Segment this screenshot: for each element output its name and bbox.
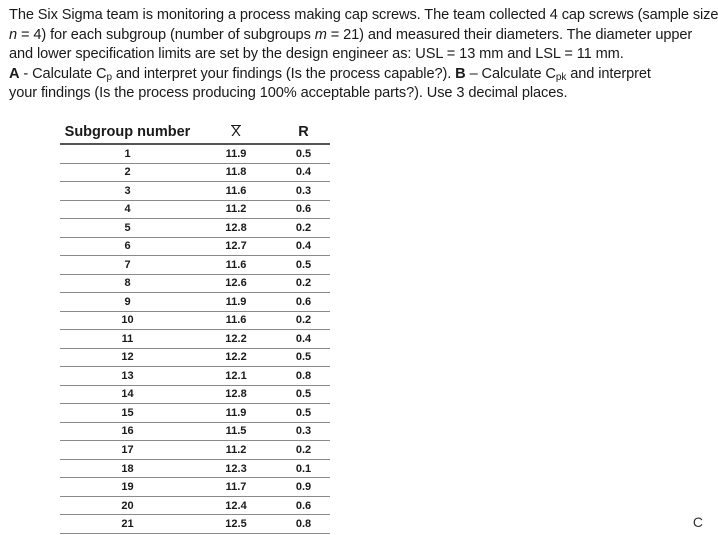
xbar-cell: 11.9: [195, 144, 277, 163]
xbar-cell: 12.8: [195, 219, 277, 238]
table-row: [60, 163, 330, 182]
table-row: [60, 385, 330, 404]
sample-size-value: = 4): [17, 26, 47, 43]
xbar-cell: 11.7: [195, 478, 277, 497]
xbar-cell: 11.9: [195, 293, 277, 312]
table-row: [60, 515, 330, 534]
part-b-text-cont: and interpret: [566, 65, 651, 82]
subgroup-cell: 8: [60, 274, 195, 293]
range-cell: 0.1: [277, 459, 330, 478]
header-range: R: [277, 121, 330, 144]
edge-fragment: C: [692, 514, 703, 530]
table-row: [60, 274, 330, 293]
subgroup-cell: 12: [60, 348, 195, 367]
xbar-cell: 11.9: [195, 404, 277, 423]
subgroup-cell: 13: [60, 367, 195, 386]
subgroup-cell: 3: [60, 182, 195, 201]
part-b-text: – Calculate C: [465, 65, 556, 82]
problem-line-2: [9, 26, 699, 46]
table-row: [60, 144, 330, 163]
subgroup-cell: 11: [60, 330, 195, 349]
xbar-cell: 11.8: [195, 163, 277, 182]
subgroup-cell: 10: [60, 311, 195, 330]
xbar-cell: 12.2: [195, 348, 277, 367]
subgroup-cell: 4: [60, 200, 195, 219]
subgroup-cell: 15: [60, 404, 195, 423]
problem-statement: [9, 6, 718, 104]
table-row: [60, 256, 330, 275]
range-cell: 0.2: [277, 311, 330, 330]
table-row: [60, 182, 330, 201]
part-a-label: A: [9, 65, 20, 82]
range-cell: 0.8: [277, 515, 330, 534]
table-row: [60, 348, 330, 367]
subgroup-cell: 9: [60, 293, 195, 312]
range-cell: 0.5: [277, 404, 330, 423]
xbar-cell: 12.5: [195, 515, 277, 534]
part-a-text: - Calculate C: [19, 65, 107, 82]
range-cell: 0.5: [277, 385, 330, 404]
table-header-row: [60, 121, 330, 144]
subgroup-cell: 17: [60, 441, 195, 460]
problem-line-1: The Six Sigma team is monitoring a process making cap screws. The team collected 4 cap screws (sample size: [9, 7, 718, 23]
range-cell: 0.8: [277, 367, 330, 386]
sample-size-symbol: n: [9, 26, 18, 43]
xbar-cell: 11.6: [195, 311, 277, 330]
xbar-cell: 12.4: [195, 496, 277, 515]
table-row: [60, 404, 330, 423]
xbar-cell: 11.2: [195, 441, 277, 460]
range-cell: 0.9: [277, 478, 330, 497]
xbar-cell: 12.1: [195, 367, 277, 386]
subgroups-symbol: m: [314, 26, 327, 43]
subgroup-cell: 21: [60, 515, 195, 534]
range-cell: 0.2: [277, 441, 330, 460]
header-xbar: [195, 121, 277, 144]
range-cell: 0.2: [277, 274, 330, 293]
range-cell: 0.6: [277, 496, 330, 515]
subgroup-cell: 16: [60, 422, 195, 441]
xbar-cell: 12.8: [195, 385, 277, 404]
xbar-cell: 11.6: [195, 182, 277, 201]
table-row: [60, 478, 330, 497]
part-a-text-cont: and interpret your findings (Is the process capable?).: [111, 65, 456, 82]
table-row: [60, 459, 330, 478]
xbar-cell: 11.5: [195, 422, 277, 441]
table-row: [60, 330, 330, 349]
xbar-cell: 12.2: [195, 330, 277, 349]
table-row: [60, 219, 330, 238]
subgroup-cell: 6: [60, 237, 195, 256]
table-row: [60, 200, 330, 219]
range-cell: 0.4: [277, 163, 330, 182]
problem-line-5: your findings (Is the process producing 100% acceptable parts?). Use 3 decimal places.: [9, 85, 568, 101]
xbar-symbol: X: [231, 124, 241, 140]
table-row: [60, 441, 330, 460]
header-subgroup-number: Subgroup number: [60, 121, 195, 144]
table-row: [60, 311, 330, 330]
subgroup-cell: 14: [60, 385, 195, 404]
cpk-subscript: pk: [555, 71, 567, 83]
xbar-cell: 12.6: [195, 274, 277, 293]
subgroups-value: = 21): [326, 26, 364, 43]
problem-line-2-middle: for each subgroup (number of subgroups: [46, 26, 315, 43]
range-cell: 0.5: [277, 348, 330, 367]
subgroup-cell: 20: [60, 496, 195, 515]
xbar-cell: 12.7: [195, 237, 277, 256]
table-row: [60, 422, 330, 441]
problem-line-4: [9, 65, 699, 85]
xbar-cell: 11.6: [195, 256, 277, 275]
problem-line-3: and lower specification limits are set by the design engineer as: USL = 13 mm and LSL = 11 mm.: [9, 46, 624, 62]
cp-subscript: p: [106, 71, 112, 83]
xbar-cell: 12.3: [195, 459, 277, 478]
range-cell: 0.5: [277, 256, 330, 275]
subgroup-cell: 7: [60, 256, 195, 275]
subgroup-cell: 1: [60, 144, 195, 163]
range-cell: 0.4: [277, 330, 330, 349]
table-row: [60, 237, 330, 256]
range-cell: 0.3: [277, 422, 330, 441]
range-cell: 0.4: [277, 237, 330, 256]
table-row: [60, 293, 330, 312]
problem-line-2-end: and measured their diameters. The diameter upper: [363, 26, 693, 43]
subgroup-cell: 5: [60, 219, 195, 238]
range-cell: 0.3: [277, 182, 330, 201]
range-cell: 0.6: [277, 200, 330, 219]
subgroup-cell: 2: [60, 163, 195, 182]
range-cell: 0.2: [277, 219, 330, 238]
table-row: [60, 367, 330, 386]
range-cell: 0.6: [277, 293, 330, 312]
part-b-label: B: [455, 65, 466, 82]
subgroup-table-container: [60, 121, 330, 534]
subgroup-table: [60, 121, 330, 534]
table-body: [60, 144, 330, 533]
table-row: [60, 496, 330, 515]
subgroup-cell: 19: [60, 478, 195, 497]
range-cell: 0.5: [277, 144, 330, 163]
xbar-cell: 11.2: [195, 200, 277, 219]
subgroup-cell: 18: [60, 459, 195, 478]
